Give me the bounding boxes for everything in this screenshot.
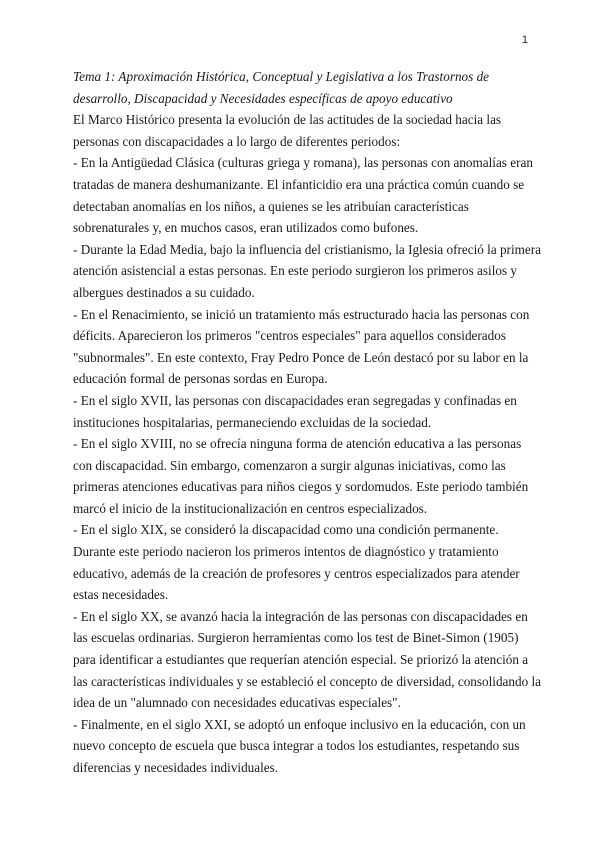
period-edad-media: - Durante la Edad Media, bajo la influencia del cristianismo, la Iglesia ofreció la primera atención asistencial a estas personas. En este periodo surgieron los primeros asilos y albergues destinados a su cuidado. — [73, 241, 541, 300]
period-siglo-xviii: - En el siglo XVIII, no se ofrecía ninguna forma de atención educativa a las personas con discapacidad. Sin embargo, comenzaron a surgir algunas iniciativas, como las primeras atenciones educativas para niños ciegos y sordomudos. Este periodo también marcó el inicio de la institucionalización en centros especializados. — [73, 436, 529, 516]
period-siglo-xvii: - En el siglo XVII, las personas con discapacidades eran segregadas y confinadas en instituciones hospitalarias, permaneciendo excluidas de la sociedad. — [73, 392, 517, 430]
intro-paragraph: El Marco Histórico presenta la evolución de las actitudes de la sociedad hacia las personas con discapacidades a lo largo de diferentes periodos: — [73, 112, 502, 149]
document-body — [73, 66, 543, 779]
document-title: Tema 1: Aproximación Histórica, Conceptual y Legislativa a los Trastornos de desarrollo, Discapacidad y Necesidades específicas de apoyo educativo — [73, 69, 490, 106]
period-antiguedad: - En la Antigüedad Clásica (culturas griega y romana), las personas con anomalías eran tratadas de manera deshumanizante. El infanticidio era una práctica común cuando se detectaban anomalías en los niños, a quienes se les atribuían características sobrenaturales y, en muchos casos, eran utilizados como bufones. — [73, 155, 533, 236]
page-number: 1 — [521, 34, 528, 46]
period-siglo-xxi: - Finalmente, en el siglo XXI, se adoptó un enfoque inclusivo en la educación, con un nuevo concepto de escuela que busca integrar a todos los estudiantes, respetando sus diferencias y necesidades individuales. — [73, 716, 526, 775]
period-siglo-xx: - En el siglo XX, se avanzó hacia la integración de las personas con discapacidades en las escuelas ordinarias. Surgieron herramientas como los test de Binet-Simon (1905) para identificar a estudiantes que requerían atención especial. Se priorizó la atención a las características individuales y se estableció el concepto de diversidad, consolidando la idea de un "alumnado con necesidades educativas especiales". — [73, 608, 541, 711]
period-renacimiento: - En el Renacimiento, se inició un tratamiento más estructurado hacia las personas con déficits. Aparecieron los primeros "centros especiales" para aquellos considerados "subnormales". En este contexto, Fray Pedro Ponce de León destacó por su labor en la educación formal de personas sordas en Europa. — [73, 306, 530, 387]
period-siglo-xix: - En el siglo XIX, se consideró la discapacidad como una condición permanente. Durante este periodo nacieron los primeros intentos de diagnóstico y tratamiento educativo, además de la creación de profesores y centros especializados para atender estas necesidades. — [73, 522, 520, 603]
